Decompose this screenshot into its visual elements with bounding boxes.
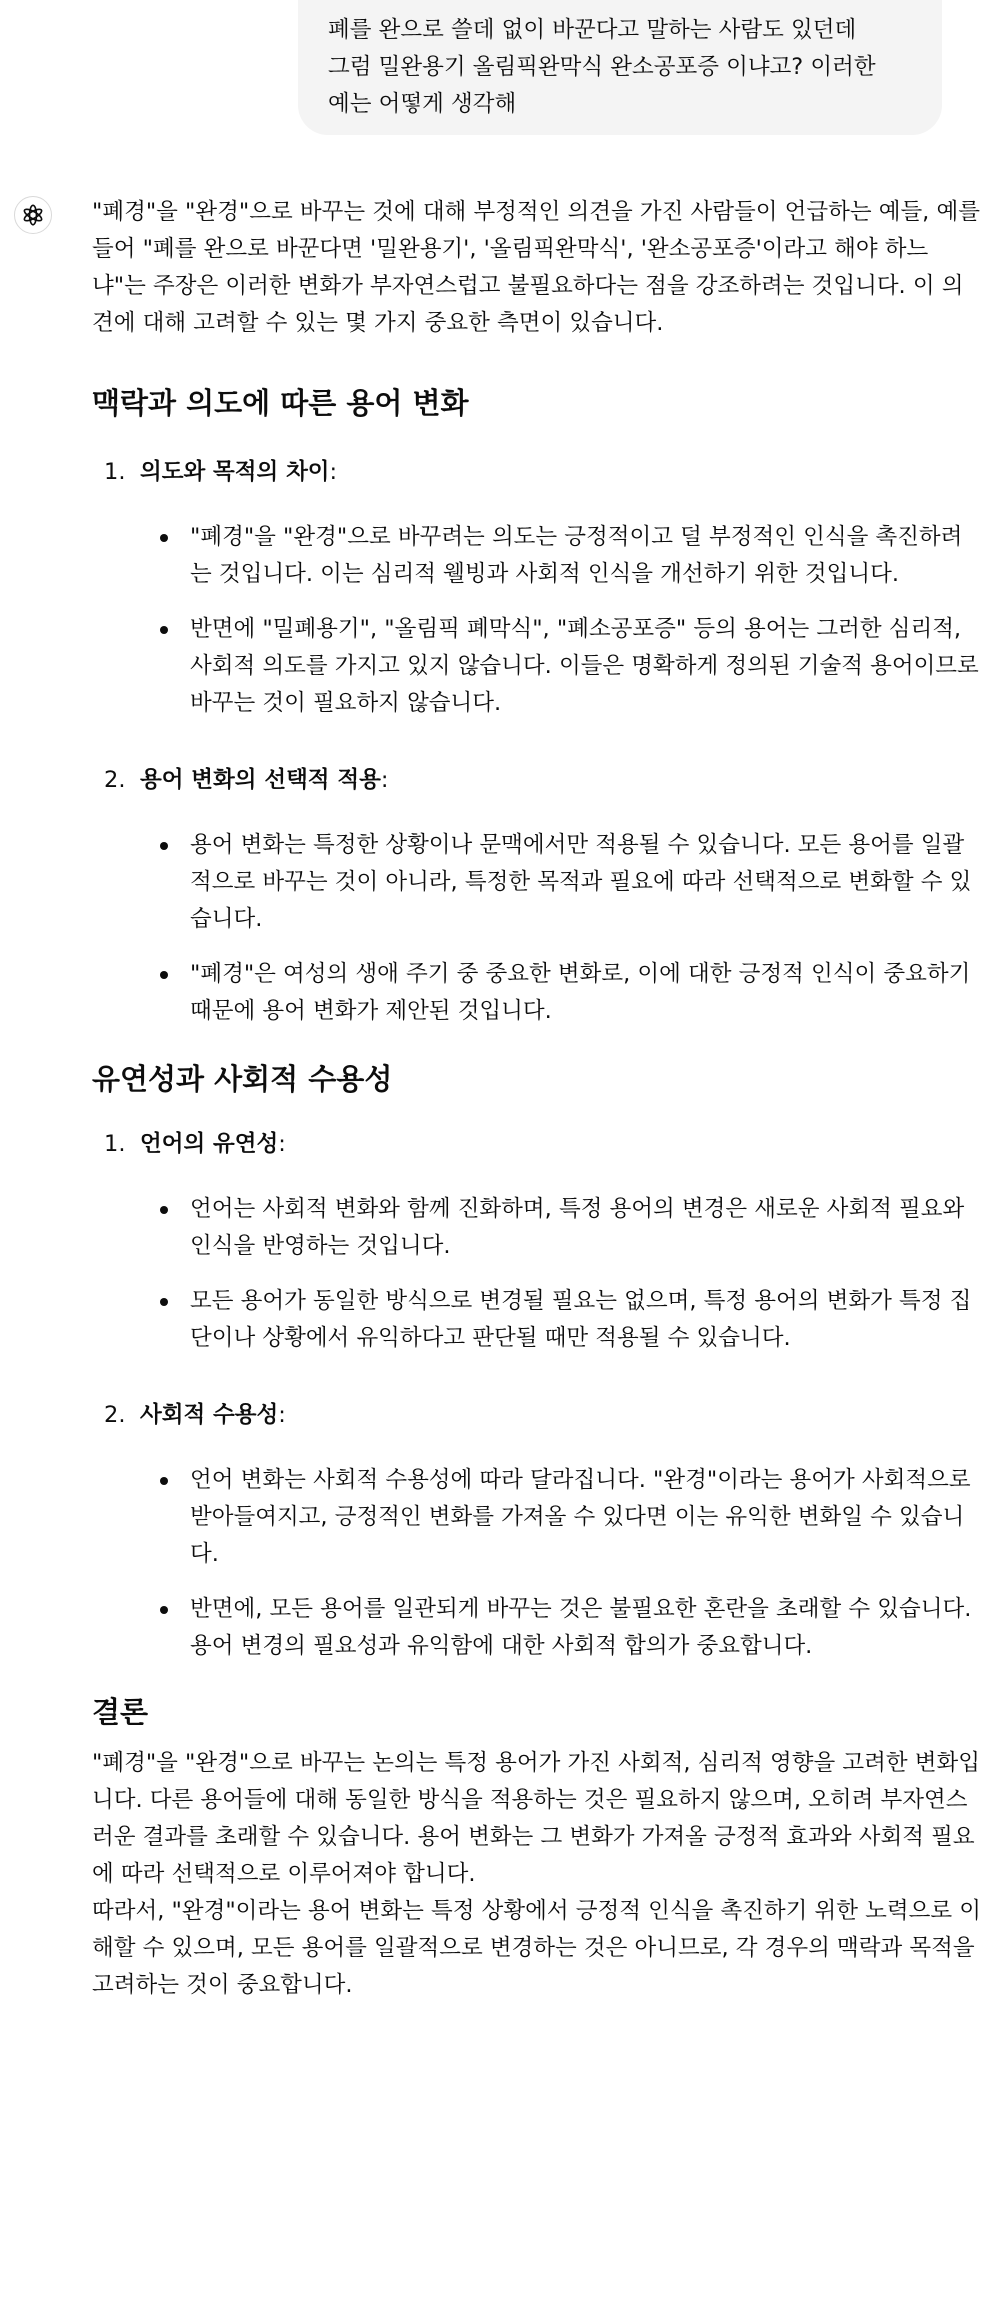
bullet-item: 반면에 "밀폐용기", "올림픽 폐막식", "폐소공포증" 등의 용어는 그러한 심리적, 사회적 의도를 가지고 있지 않습니다. 이들은 명확하게 정의된 기술적 용어이므로 바꾸는 것이 필요하지 않습니다. (140, 611, 982, 722)
bullet-list (140, 1462, 982, 1665)
bullet-item: 언어는 사회적 변화와 함께 진화하며, 특정 용어의 변경은 새로운 사회적 필요와 인식을 반영하는 것입니다. (140, 1191, 982, 1265)
bullet-list (140, 827, 982, 1030)
intro-paragraph: "폐경"을 "완경"으로 바꾸는 것에 대해 부정적인 의견을 가진 사람들이 언급하는 예들, 예를 들어 "폐를 완으로 바꾼다면 '밀완용기', '올림픽완막식', '완소공포증'이라고 해야 하느냐"는 주장은 이러한 변화가 부자연스럽고 불필요하다는 점을 강조하려는 것입니다. 이 의견에 대해 고려할 수 있는 몇 가지 중요한 측면이 있습니다. (92, 199, 980, 336)
numbered-item (92, 1126, 982, 1357)
bullet-item: 용어 변화는 특정한 상황이나 문맥에서만 적용될 수 있습니다. 모든 용어를 일괄적으로 바꾸는 것이 아니라, 특정한 목적과 필요에 따라 선택적으로 변화할 수 있습니다. (140, 827, 982, 938)
item-colon: : (278, 1131, 286, 1157)
item-title: 의도와 목적의 차이 (140, 459, 330, 485)
item-number: 2. (104, 1402, 126, 1428)
bullet-item: 반면에, 모든 용어를 일관되게 바꾸는 것은 불필요한 혼란을 초래할 수 있습니다. 용어 변경의 필요성과 유익함에 대한 사회적 합의가 중요합니다. (140, 1591, 982, 1665)
section-heading: 유연성과 사회적 수용성 (92, 1062, 393, 1096)
conclusion-paragraph: 따라서, "완경"이라는 용어 변화는 특정 상황에서 긍정적 인식을 촉진하기 위한 노력으로 이해할 수 있으며, 모든 용어를 일괄적으로 변경하는 것은 아니므로, 각 경우의 맥락과 목적을 고려하는 것이 중요합니다. (92, 1898, 981, 1998)
numbered-item (92, 1397, 982, 1665)
item-colon: : (329, 459, 338, 485)
user-message-line: 폐를 완으로 쓸데 없이 바꾼다고 말하는 사람도 있던데 (328, 17, 857, 43)
bullet-list (140, 1191, 982, 1357)
bullet-list (140, 519, 982, 722)
item-number: 1. (104, 459, 126, 485)
item-title: 사회적 수용성 (140, 1402, 279, 1428)
openai-logo-icon (20, 202, 46, 228)
assistant-message (92, 194, 982, 2004)
conclusion-paragraph: "폐경"을 "완경"으로 바꾸는 논의는 특정 용어가 가진 사회적, 심리적 영향을 고려한 변화입니다. 다른 용어들에 대해 동일한 방식을 적용하는 것은 필요하지 않으며, 오히려 부자연스러운 결과를 초래할 수 있습니다. 용어 변화는 그 변화가 가져올 긍정적 효과와 사회적 필요에 따라 선택적으로 이루어져야 합니다. (92, 1750, 980, 1887)
bullet-item: "폐경"을 "완경"으로 바꾸려는 의도는 긍정적이고 덜 부정적인 인식을 촉진하려는 것입니다. 이는 심리적 웰빙과 사회적 인식을 개선하기 위한 것입니다. (140, 519, 982, 593)
user-message-bubble (298, 0, 942, 135)
section-heading: 맥락과 의도에 따른 용어 변화 (92, 386, 469, 420)
item-colon: : (278, 1402, 286, 1428)
item-number: 1. (104, 1131, 126, 1157)
item-title: 용어 변화의 선택적 적용 (140, 767, 381, 793)
bullet-item: 모든 용어가 동일한 방식으로 변경될 필요는 없으며, 특정 용어의 변화가 특정 집단이나 상황에서 유익하다고 판단될 때만 적용될 수 있습니다. (140, 1283, 982, 1357)
assistant-avatar (14, 196, 52, 234)
numbered-item (92, 762, 982, 1030)
conclusion-heading: 결론 (92, 1695, 149, 1729)
user-message-line: 그럼 밀완용기 올림픽완막식 완소공포증 이냐고? 이러한 (328, 54, 876, 80)
numbered-item (92, 454, 982, 722)
item-colon: : (380, 767, 389, 793)
bullet-item: 언어 변화는 사회적 수용성에 따라 달라집니다. "완경"이라는 용어가 사회적으로 받아들여지고, 긍정적인 변화를 가져올 수 있다면 이는 유익한 변화일 수 있습니다. (140, 1462, 982, 1573)
item-number: 2. (104, 767, 126, 793)
item-title: 언어의 유연성 (140, 1131, 279, 1157)
user-message-line: 예는 어떻게 생각해 (328, 91, 517, 117)
bullet-item: "폐경"은 여성의 생애 주기 중 중요한 변화로, 이에 대한 긍정적 인식이 중요하기 때문에 용어 변화가 제안된 것입니다. (140, 956, 982, 1030)
